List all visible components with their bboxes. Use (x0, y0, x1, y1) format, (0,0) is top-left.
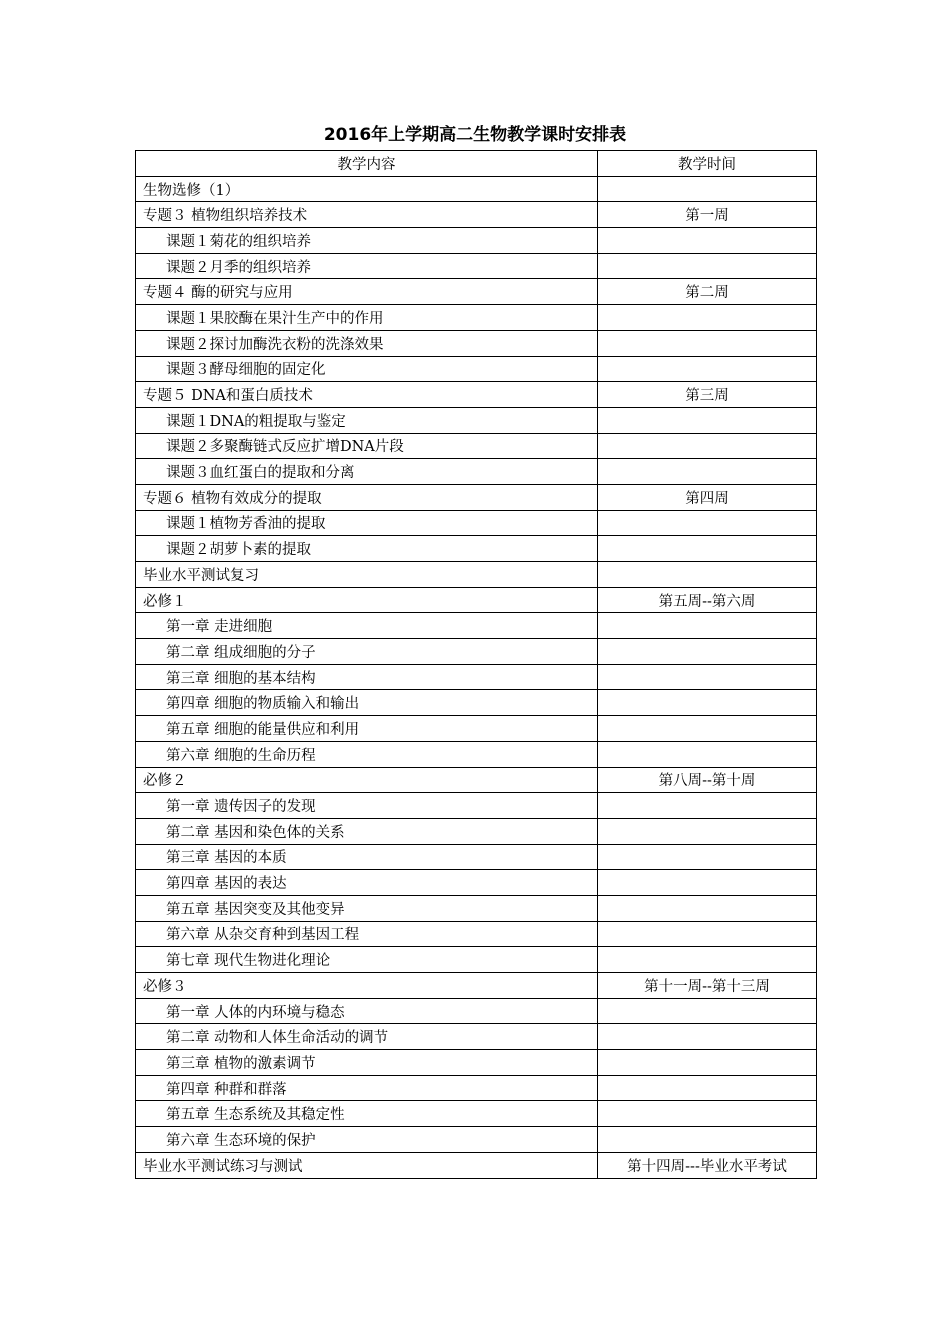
row-time (598, 253, 817, 279)
row-content: 课题１果胶酶在果汁生产中的作用 (136, 305, 598, 331)
row-time (598, 562, 817, 588)
row-content: 专题５ DNA和蛋白质技术 (136, 382, 598, 408)
table-row (136, 639, 817, 665)
row-time (598, 1127, 817, 1153)
table-row (136, 228, 817, 254)
row-time (598, 690, 817, 716)
row-content: 第五章 细胞的能量供应和利用 (136, 716, 598, 742)
row-time (598, 459, 817, 485)
table-row (136, 1101, 817, 1127)
row-time (598, 895, 817, 921)
row-time (598, 228, 817, 254)
row-content: 课题１植物芳香油的提取 (136, 510, 598, 536)
row-content: 第一章 走进细胞 (136, 613, 598, 639)
row-time: 第二周 (598, 279, 817, 305)
row-time (598, 793, 817, 819)
table-row (136, 433, 817, 459)
row-content: 课题１菊花的组织培养 (136, 228, 598, 254)
row-time: 第八周--第十周 (598, 767, 817, 793)
row-time: 第四周 (598, 484, 817, 510)
row-content: 第五章 生态系统及其稳定性 (136, 1101, 598, 1127)
row-time (598, 356, 817, 382)
table-row (136, 459, 817, 485)
table-body (136, 176, 817, 1178)
row-time (598, 1075, 817, 1101)
table-row (136, 176, 817, 202)
row-time: 第一周 (598, 202, 817, 228)
row-time (598, 844, 817, 870)
table-row (136, 484, 817, 510)
row-time: 第五周--第六周 (598, 587, 817, 613)
row-content: 第四章 细胞的物质输入和输出 (136, 690, 598, 716)
table-row (136, 1024, 817, 1050)
table-row (136, 536, 817, 562)
table-row (136, 690, 817, 716)
table-row (136, 844, 817, 870)
table-row (136, 305, 817, 331)
row-content: 必修１ (136, 587, 598, 613)
table-row (136, 664, 817, 690)
row-content: 第七章 现代生物进化理论 (136, 947, 598, 973)
table-row (136, 562, 817, 588)
table-row (136, 921, 817, 947)
row-time: 第三周 (598, 382, 817, 408)
row-content: 课题３酵母细胞的固定化 (136, 356, 598, 382)
row-time (598, 870, 817, 896)
table-row (136, 973, 817, 999)
table-row (136, 202, 817, 228)
row-time (598, 998, 817, 1024)
row-content: 第四章 基因的表达 (136, 870, 598, 896)
table-row (136, 330, 817, 356)
header-time: 教学时间 (598, 151, 817, 177)
table-row (136, 407, 817, 433)
row-time (598, 613, 817, 639)
row-time (598, 176, 817, 202)
table-row (136, 510, 817, 536)
row-content: 专题４ 酶的研究与应用 (136, 279, 598, 305)
table-row (136, 1152, 817, 1178)
table-row (136, 1050, 817, 1076)
table-row (136, 741, 817, 767)
row-content: 第一章 人体的内环境与稳态 (136, 998, 598, 1024)
table-row (136, 793, 817, 819)
row-content: 第三章 植物的激素调节 (136, 1050, 598, 1076)
row-content: 毕业水平测试练习与测试 (136, 1152, 598, 1178)
table-row (136, 253, 817, 279)
row-content: 必修２ (136, 767, 598, 793)
table-header-row (136, 151, 817, 177)
row-time (598, 639, 817, 665)
row-content: 生物选修（1） (136, 176, 598, 202)
row-time (598, 407, 817, 433)
row-time (598, 921, 817, 947)
row-content: 第三章 细胞的基本结构 (136, 664, 598, 690)
schedule-table (135, 150, 817, 1179)
row-time (598, 664, 817, 690)
table-row (136, 279, 817, 305)
row-content: 课题２多聚酶链式反应扩增DNA片段 (136, 433, 598, 459)
row-content: 第一章 遗传因子的发现 (136, 793, 598, 819)
row-content: 第二章 基因和染色体的关系 (136, 818, 598, 844)
row-time (598, 818, 817, 844)
row-time (598, 305, 817, 331)
table-row (136, 1127, 817, 1153)
row-content: 第六章 生态环境的保护 (136, 1127, 598, 1153)
row-content: 第六章 从杂交育种到基因工程 (136, 921, 598, 947)
row-content: 专题６ 植物有效成分的提取 (136, 484, 598, 510)
row-content: 第六章 细胞的生命历程 (136, 741, 598, 767)
table-row (136, 1075, 817, 1101)
table-row (136, 818, 817, 844)
row-content: 必修３ (136, 973, 598, 999)
row-content: 课题１DNA的粗提取与鉴定 (136, 407, 598, 433)
table-row (136, 870, 817, 896)
row-content: 第三章 基因的本质 (136, 844, 598, 870)
table-row (136, 382, 817, 408)
table-row (136, 947, 817, 973)
table-row (136, 895, 817, 921)
row-content: 第四章 种群和群落 (136, 1075, 598, 1101)
row-content: 第二章 组成细胞的分子 (136, 639, 598, 665)
row-content: 专题３ 植物组织培养技术 (136, 202, 598, 228)
row-content: 课题２胡萝卜素的提取 (136, 536, 598, 562)
row-time (598, 947, 817, 973)
row-time (598, 1024, 817, 1050)
row-time (598, 433, 817, 459)
row-content: 毕业水平测试复习 (136, 562, 598, 588)
row-content: 课题２探讨加酶洗衣粉的洗涤效果 (136, 330, 598, 356)
table-row (136, 587, 817, 613)
table-row (136, 613, 817, 639)
row-time (598, 510, 817, 536)
row-time (598, 1050, 817, 1076)
row-time (598, 1101, 817, 1127)
page-title: 2016年上学期高二生物教学课时安排表 (323, 125, 627, 145)
row-content: 课题２月季的组织培养 (136, 253, 598, 279)
table-row (136, 767, 817, 793)
row-content: 第五章 基因突变及其他变异 (136, 895, 598, 921)
table-row (136, 356, 817, 382)
table-row (136, 998, 817, 1024)
row-content: 课题３血红蛋白的提取和分离 (136, 459, 598, 485)
row-time: 第十四周---毕业水平考试 (598, 1152, 817, 1178)
row-time (598, 536, 817, 562)
header-content: 教学内容 (136, 151, 598, 177)
row-time (598, 741, 817, 767)
row-time: 第十一周--第十三周 (598, 973, 817, 999)
row-time (598, 330, 817, 356)
table-row (136, 716, 817, 742)
row-content: 第二章 动物和人体生命活动的调节 (136, 1024, 598, 1050)
row-time (598, 716, 817, 742)
